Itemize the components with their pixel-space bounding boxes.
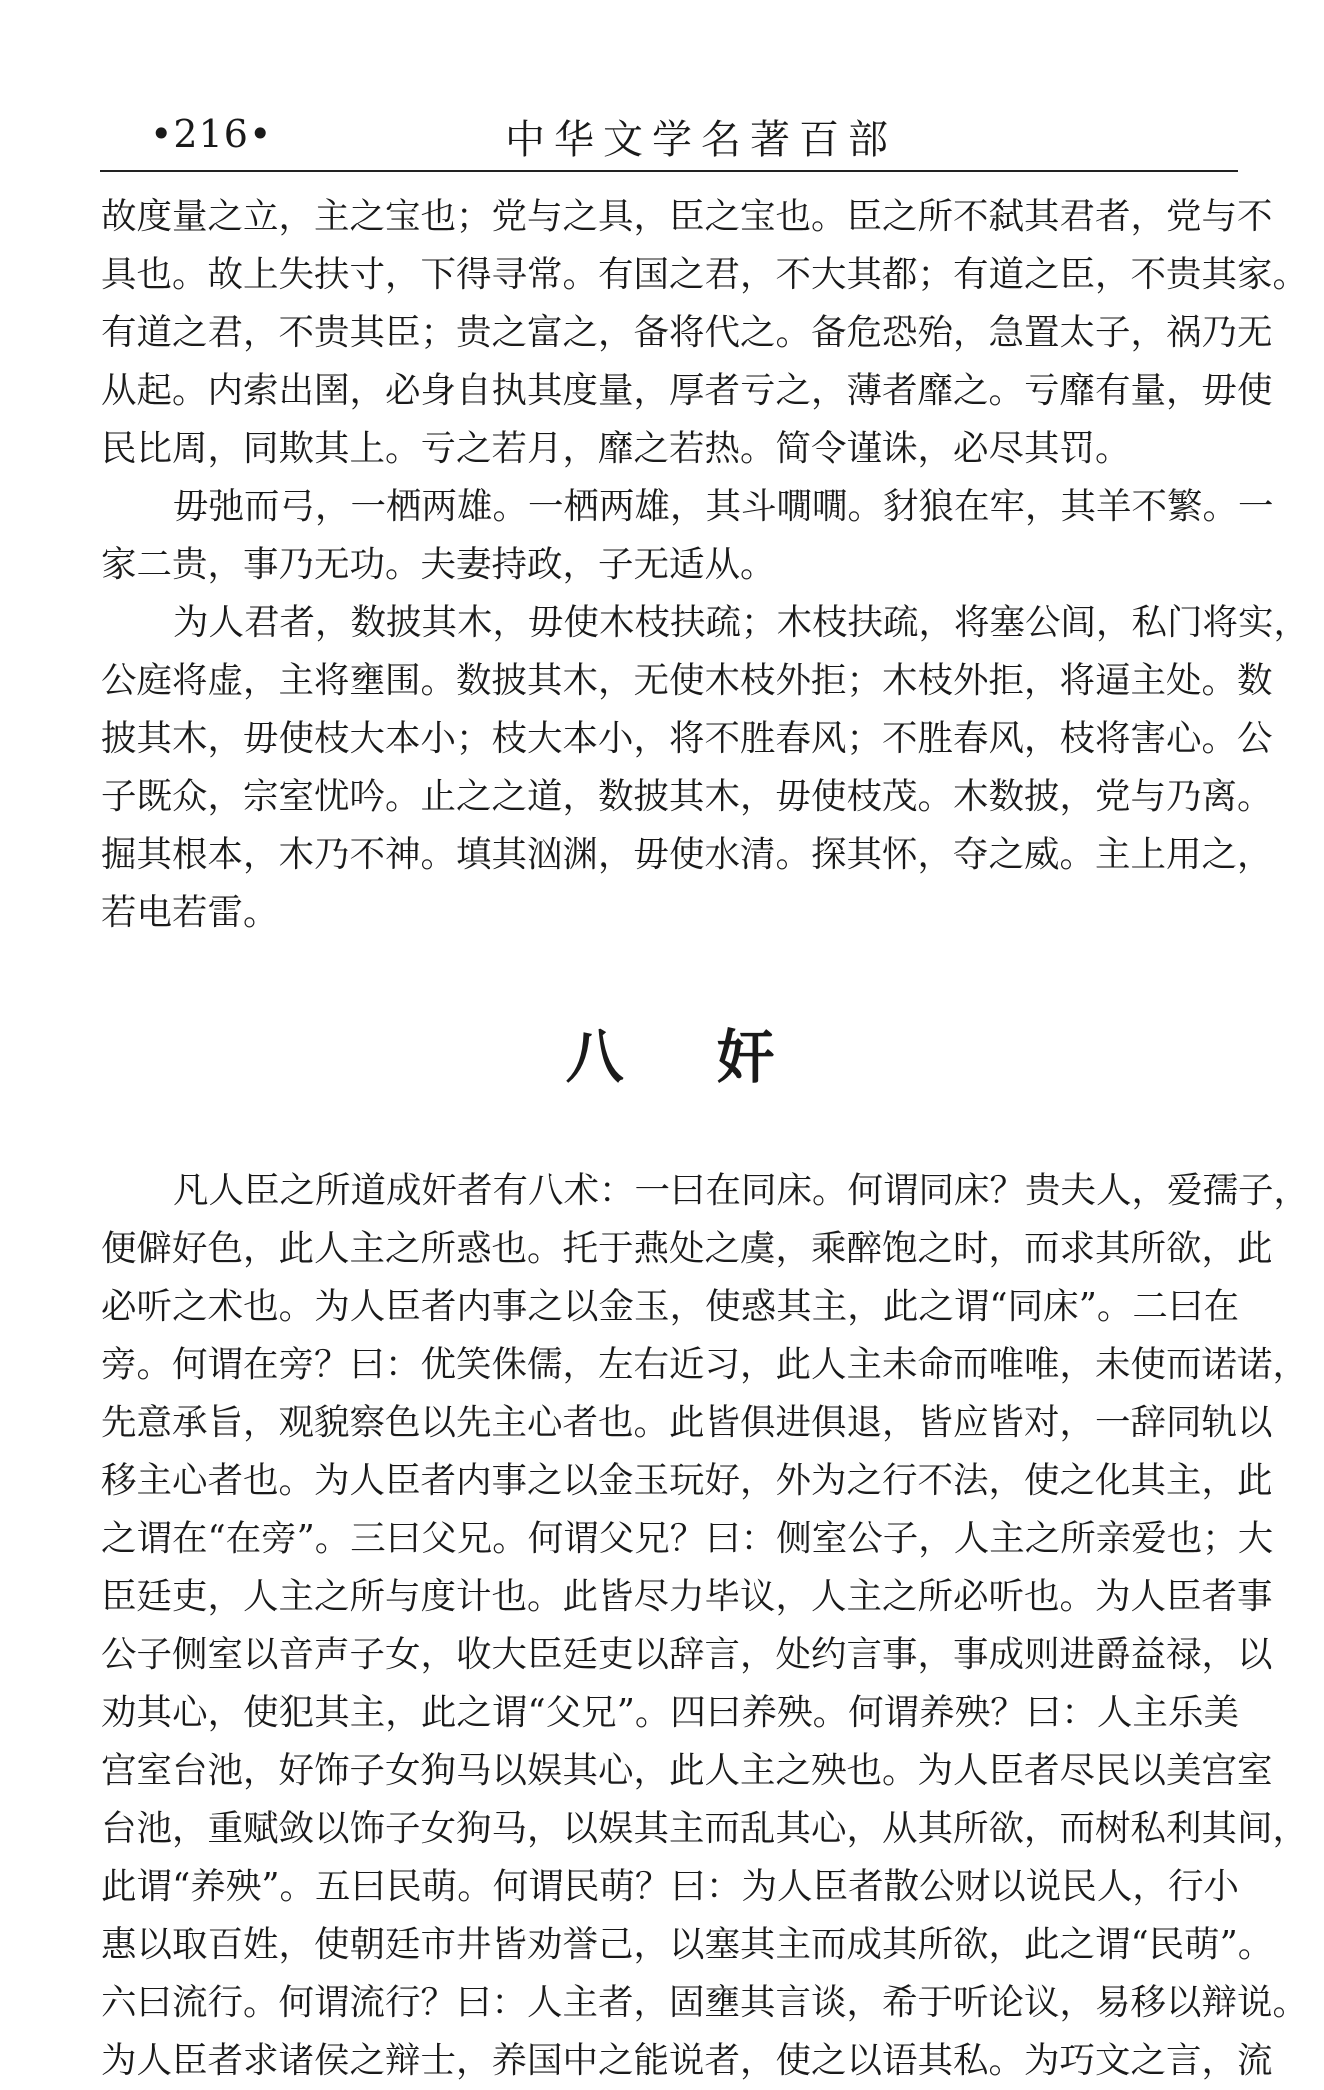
text-line: 旁。何谓在旁？曰：优笑侏儒，左右近习，此人主未命而唯唯，未使而诺诺， — [101, 1344, 1309, 1385]
text-line: 移主心者也。为人臣者内事之以金玉玩好，外为之行不法，使之化其主，此 — [101, 1460, 1273, 1501]
text-line: 掘其根本，木乃不神。填其汹渊，毋使水清。探其怀，夺之威。主上用之， — [101, 834, 1273, 875]
section-title: 八奸 — [565, 1023, 868, 1091]
running-title: 中华文学名著百部 — [505, 117, 897, 163]
text-line: 若电若雷。 — [101, 892, 279, 933]
text-line: 凡人臣之所道成奸者有八术：一曰在同床。何谓同床？贵夫人，爱孺子， — [173, 1170, 1310, 1211]
header-rule — [100, 170, 1238, 172]
text-line: 为人臣者求诸侯之辩士，养国中之能说者，使之以语其私。为巧文之言，流 — [101, 2040, 1273, 2081]
paragraph — [101, 478, 1274, 594]
text-line: 披其木，毋使枝大本小；枝大本小，将不胜春风；不胜春风，枝将害心。公 — [101, 718, 1273, 759]
text-line: 有道之君，不贵其臣；贵之富之，备将代之。备危恐殆，急置太子，祸乃无 — [101, 312, 1273, 353]
text-line: 六曰流行。何谓流行？曰：人主者，固壅其言谈，希于听论议，易移以辩说。 — [101, 1982, 1309, 2023]
text-line: 劝其心，使犯其主，此之谓“父兄”。四曰养殃。何谓养殃？曰：人主乐美 — [101, 1692, 1239, 1733]
text-line: 为人君者，数披其木，毋使木枝扶疏；木枝扶疏，将塞公闾，私门将实， — [173, 602, 1310, 643]
text-line: 具也。故上失扶寸，下得寻常。有国之君，不大其都；有道之臣，不贵其家。 — [101, 254, 1309, 295]
text-line: 惠以取百姓，使朝廷市井皆劝誉己，以塞其主而成其所欲，此之谓“民萌”。 — [101, 1924, 1274, 1965]
text-line: 公子侧室以音声子女，收大臣廷吏以辞言，处约言事，事成则进爵益禄，以 — [101, 1634, 1273, 1675]
paragraph — [101, 1162, 1310, 2090]
text-line: 故度量之立，主之宝也；党与之具，臣之宝也。臣之所不弑其君者，党与不 — [101, 196, 1273, 237]
text-line: 从起。内索出圉，必身自执其度量，厚者亏之，薄者靡之。亏靡有量，毋使 — [101, 370, 1273, 411]
text-line: 必听之术也。为人臣者内事之以金玉，使惑其主，此之谓“同床”。二曰在 — [101, 1286, 1239, 1327]
section-heading — [101, 942, 1239, 1162]
page-body — [101, 188, 1310, 2090]
text-line: 台池，重赋敛以饰子女狗马，以娱其主而乱其心，从其所欲，而树私利其间， — [101, 1808, 1309, 1849]
text-line: 此谓“养殃”。五曰民萌。何谓民萌？曰：为人臣者散公财以说民人，行小 — [101, 1866, 1239, 1907]
text-line: 便僻好色，此人主之所惑也。托于燕处之虞，乘醉饱之时，而求其所欲，此 — [101, 1228, 1273, 1269]
text-line: 公庭将虚，主将壅围。数披其木，无使木枝外拒；木枝外拒，将逼主处。数 — [101, 660, 1273, 701]
text-line: 宫室台池，好饰子女狗马以娱其心，此人主之殃也。为人臣者尽民以美宫室 — [101, 1750, 1273, 1791]
page-number: •216• — [150, 112, 273, 156]
text-line: 臣廷吏，人主之所与度计也。此皆尽力毕议，人主之所必听也。为人臣者事 — [101, 1576, 1273, 1617]
text-line: 毋弛而弓，一栖两雄。一栖两雄，其斗㗴㗴。豺狼在牢，其羊不繁。一 — [173, 486, 1274, 527]
paragraph — [101, 594, 1310, 942]
text-line: 家二贵，事乃无功。夫妻持政，子无适从。 — [101, 544, 776, 585]
text-line: 先意承旨，观貌察色以先主心者也。此皆俱进俱退，皆应皆对，一辞同轨以 — [101, 1402, 1273, 1443]
text-line: 之谓在“在旁”。三曰父兄。何谓父兄？曰：侧室公子，人主之所亲爱也；大 — [101, 1518, 1274, 1559]
text-line: 民比周，同欺其上。亏之若月，靡之若热。简令谨诛，必尽其罚。 — [101, 428, 1131, 469]
page-header — [0, 0, 1324, 180]
paragraph — [101, 188, 1309, 478]
text-line: 子既众，宗室忧吟。止之之道，数披其木，毋使枝茂。木数披，党与乃离。 — [101, 776, 1273, 817]
